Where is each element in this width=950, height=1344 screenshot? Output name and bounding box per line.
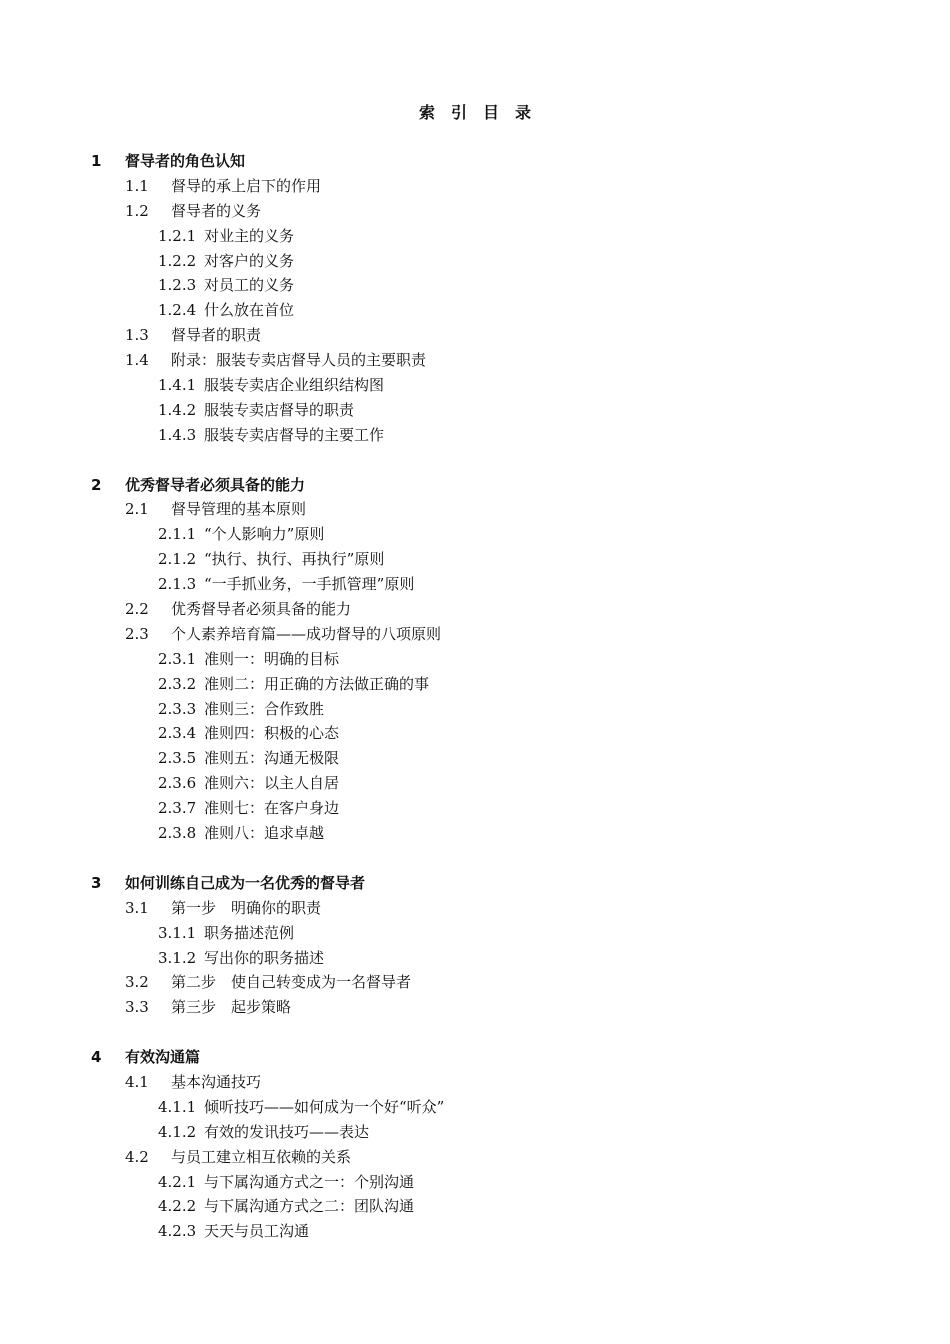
- toc-entry-title: 准则三：合作致胜: [204, 699, 325, 718]
- toc-entry-title: 与下属沟通方式之二：团队沟通: [204, 1197, 415, 1216]
- toc-subsubsection-entry: [0, 547, 950, 572]
- toc-entry-number: 1.2: [125, 201, 149, 220]
- toc-entry-title: 基本沟通技巧: [171, 1072, 262, 1091]
- toc-subsection-entry: [0, 497, 950, 522]
- toc-entry-title: 天天与员工沟通: [204, 1222, 310, 1241]
- toc-subsection-entry: [0, 1070, 950, 1095]
- toc-subsubsection-entry: [0, 746, 950, 771]
- toc-subsubsection-entry: [0, 821, 950, 846]
- toc-entry-number: 2.1: [125, 500, 149, 519]
- toc-section-number: 3: [91, 873, 102, 892]
- toc-section-title: 有效沟通篇: [125, 1048, 201, 1067]
- toc-entry-number: 2.3.2: [158, 674, 197, 693]
- toc-entry-title: 督导管理的基本原则: [171, 500, 307, 519]
- toc-subsection-entry: [0, 1145, 950, 1170]
- page-title: 索 引 目 录: [418, 103, 531, 122]
- toc-subsubsection-entry: [0, 771, 950, 796]
- toc-subsubsection-entry: [0, 224, 950, 249]
- toc-subsubsection-entry: [0, 1194, 950, 1219]
- toc-entry-title: 准则二：用正确的方法做正确的事: [204, 674, 430, 693]
- toc-subsection-entry: [0, 970, 950, 995]
- toc-entry-title: 服装专卖店督导的主要工作: [204, 425, 385, 444]
- toc-entry-title: “执行、执行、再执行”原则: [204, 550, 385, 569]
- toc-subsubsection-entry: [0, 522, 950, 547]
- toc-entry-title: 服装专卖店企业组织结构图: [204, 376, 385, 395]
- toc-entry-title: 对员工的义务: [204, 276, 295, 295]
- toc-entry-title: 职务描述范例: [204, 923, 295, 942]
- toc-subsubsection-entry: [0, 647, 950, 672]
- toc-entry-number: 4.1.2: [158, 1122, 197, 1141]
- toc-entry-number: 2.3.7: [158, 799, 197, 818]
- toc-entry-title: 什么放在首位: [204, 301, 295, 320]
- toc-entry-number: 2.3.1: [158, 649, 197, 668]
- toc-entry-number: 1.2.3: [158, 276, 197, 295]
- toc-entry-number: 2.1.3: [158, 575, 197, 594]
- toc-entry-number: 1.2.4: [158, 301, 197, 320]
- toc-section-number: 1: [91, 152, 102, 170]
- toc-entry-title: 督导的承上启下的作用: [171, 176, 322, 195]
- toc-entry-number: 4.2.1: [158, 1172, 197, 1191]
- toc-entry-title: 个人素养培育篇——成功督导的八项原则: [171, 624, 442, 643]
- toc-entry-number: 1.4: [125, 351, 149, 370]
- toc-entry-number: 2.2: [125, 600, 149, 619]
- toc-section-number: 4: [91, 1048, 102, 1067]
- toc-entry-title: 与下属沟通方式之一：个别沟通: [204, 1172, 415, 1191]
- toc-entry-title: 优秀督导者必须具备的能力: [171, 600, 352, 619]
- toc-entry-number: 2.3.3: [158, 699, 197, 718]
- toc-subsubsection-entry: [0, 796, 950, 821]
- toc-entry-title: 准则六：以主人自居: [204, 774, 340, 793]
- toc-entry-title: 有效的发讯技巧——表达: [204, 1122, 370, 1141]
- toc-subsection-entry: [0, 597, 950, 622]
- table-of-contents: [0, 149, 950, 1244]
- toc-entry-number: 2.3: [125, 624, 149, 643]
- toc-entry-number: 1.4.3: [158, 425, 197, 444]
- toc-section-heading: [0, 149, 950, 174]
- toc-entry-title: 准则七：在客户身边: [204, 799, 340, 818]
- toc-subsubsection-entry: [0, 1170, 950, 1195]
- toc-entry-title: 督导者的职责: [171, 326, 262, 345]
- toc-section-number: 2: [91, 475, 102, 494]
- toc-entry-title: 对客户的义务: [204, 251, 295, 270]
- section-spacer: [0, 448, 950, 473]
- toc-entry-title: 对业主的义务: [204, 226, 295, 245]
- toc-section-title: 优秀督导者必须具备的能力: [125, 475, 306, 494]
- toc-entry-title: 准则一：明确的目标: [204, 649, 340, 668]
- toc-entry-number: 2.3.5: [158, 749, 197, 768]
- toc-entry-title: 准则五：沟通无极限: [204, 749, 340, 768]
- toc-entry-title: 第二步 使自己转变成为一名督导者: [171, 973, 412, 992]
- toc-section-title: 督导者的角色认知: [125, 152, 246, 170]
- toc-subsubsection-entry: [0, 697, 950, 722]
- toc-entry-number: 1.2.2: [158, 251, 197, 270]
- toc-subsection-entry: [0, 348, 950, 373]
- toc-section-title: 如何训练自己成为一名优秀的督导者: [125, 873, 366, 892]
- toc-entry-title: 写出你的职务描述: [204, 948, 325, 967]
- toc-entry-number: 4.1.1: [158, 1097, 197, 1116]
- toc-entry-number: 1.4.2: [158, 400, 197, 419]
- toc-entry-title: 准则八：追求卓越: [204, 824, 325, 843]
- toc-entry-number: 2.3.8: [158, 824, 197, 843]
- toc-entry-number: 2.3.4: [158, 724, 197, 743]
- toc-entry-title: 第一步 明确你的职责: [171, 898, 322, 917]
- toc-entry-title: 第三步 起步策略: [171, 998, 292, 1017]
- toc-entry-number: 4.2: [125, 1147, 149, 1166]
- toc-subsection-entry: [0, 323, 950, 348]
- toc-entry-title: “一手抓业务，一手抓管理”原则: [204, 575, 415, 594]
- toc-entry-title: 附录：服装专卖店督导人员的主要职责: [171, 351, 427, 370]
- toc-subsubsection-entry: [0, 1120, 950, 1145]
- section-spacer: [0, 1020, 950, 1045]
- toc-subsubsection-entry: [0, 273, 950, 298]
- toc-subsubsection-entry: [0, 672, 950, 697]
- toc-subsubsection-entry: [0, 921, 950, 946]
- toc-entry-number: 1.4.1: [158, 376, 197, 395]
- toc-entry-number: 3.1: [125, 898, 149, 917]
- toc-subsubsection-entry: [0, 249, 950, 274]
- toc-section-heading: [0, 473, 950, 498]
- toc-entry-number: 3.1.2: [158, 948, 197, 967]
- toc-subsection-entry: [0, 995, 950, 1020]
- toc-section-heading: [0, 871, 950, 896]
- toc-entry-number: 2.1.1: [158, 525, 197, 544]
- toc-entry-number: 3.2: [125, 973, 149, 992]
- toc-entry-number: 3.3: [125, 998, 149, 1017]
- toc-subsubsection-entry: [0, 1219, 950, 1244]
- toc-entry-number: 4.2.2: [158, 1197, 197, 1216]
- toc-subsubsection-entry: [0, 398, 950, 423]
- toc-entry-number: 2.1.2: [158, 550, 197, 569]
- toc-subsection-entry: [0, 199, 950, 224]
- toc-subsubsection-entry: [0, 946, 950, 971]
- toc-subsection-entry: [0, 174, 950, 199]
- toc-subsubsection-entry: [0, 373, 950, 398]
- toc-subsubsection-entry: [0, 1095, 950, 1120]
- toc-subsection-entry: [0, 622, 950, 647]
- toc-entry-number: 4.1: [125, 1072, 149, 1091]
- toc-subsubsection-entry: [0, 298, 950, 323]
- toc-entry-number: 3.1.1: [158, 923, 197, 942]
- toc-entry-number: 1.1: [125, 176, 149, 195]
- toc-entry-title: “个人影响力”原则: [204, 525, 325, 544]
- section-spacer: [0, 846, 950, 871]
- toc-subsubsection-entry: [0, 721, 950, 746]
- toc-entry-number: 1.2.1: [158, 226, 197, 245]
- toc-entry-number: 4.2.3: [158, 1222, 197, 1241]
- toc-subsection-entry: [0, 896, 950, 921]
- toc-entry-number: 2.3.6: [158, 774, 197, 793]
- toc-entry-title: 与员工建立相互依赖的关系: [171, 1147, 352, 1166]
- toc-entry-title: 倾听技巧——如何成为一个好“听众”: [204, 1097, 445, 1116]
- toc-entry-title: 督导者的义务: [171, 201, 262, 220]
- toc-entry-title: 服装专卖店督导的职责: [204, 400, 355, 419]
- toc-entry-title: 准则四：积极的心态: [204, 724, 340, 743]
- toc-subsubsection-entry: [0, 572, 950, 597]
- toc-section-heading: [0, 1045, 950, 1070]
- toc-entry-number: 1.3: [125, 326, 149, 345]
- toc-subsubsection-entry: [0, 423, 950, 448]
